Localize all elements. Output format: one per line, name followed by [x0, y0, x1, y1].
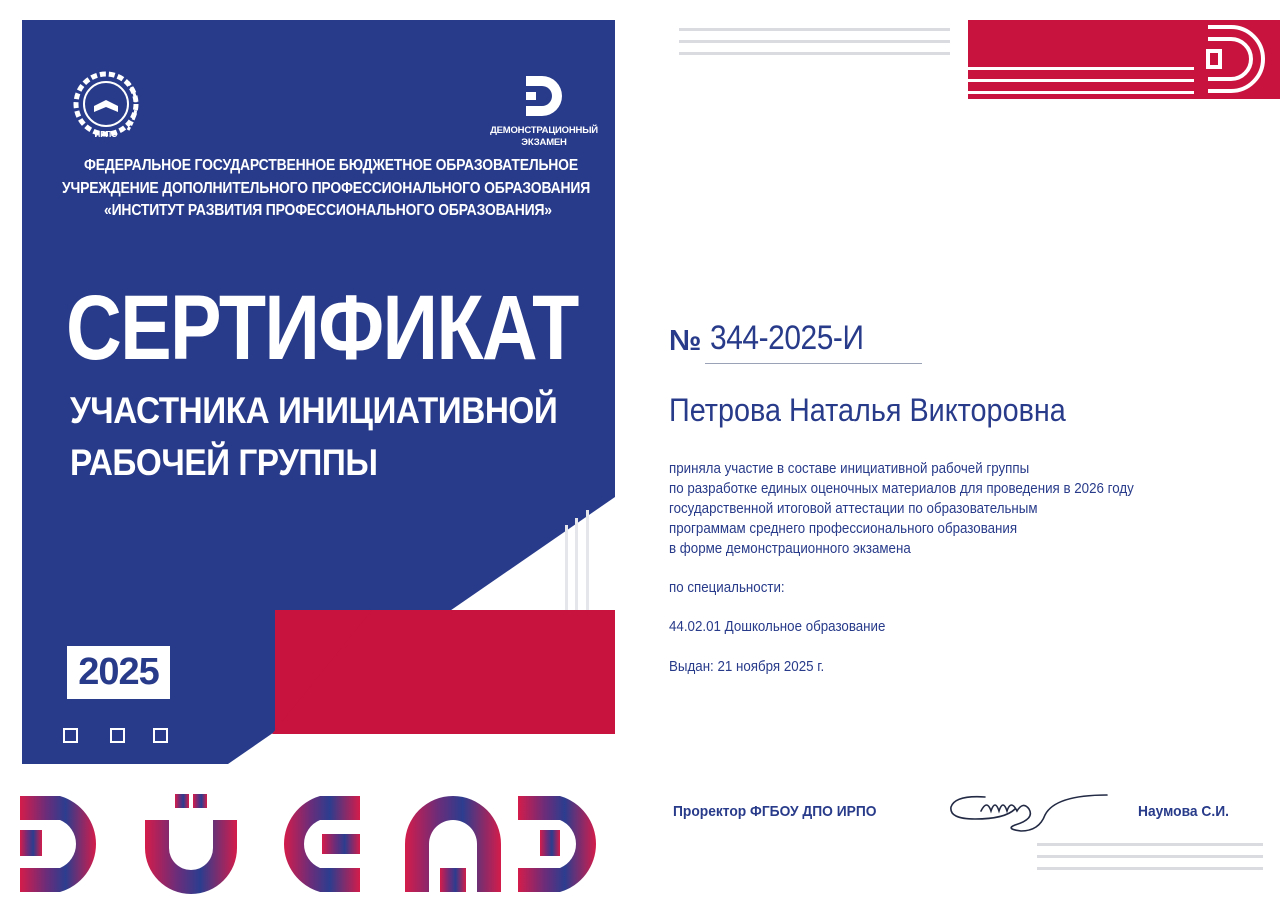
specialty-label: по специальности: [669, 580, 785, 596]
decor-grey-line [679, 52, 950, 55]
certificate-title: СЕРТИФИКАТ [66, 277, 578, 379]
decor-grey-line [679, 40, 950, 43]
banner-white-line [968, 67, 1194, 70]
body-text-line5: в форме демонстрационного экзамена [669, 541, 911, 557]
org-name-line3: «ИНСТИТУТ РАЗВИТИЯ ПРОФЕССИОНАЛЬНОГО ОБРАЗОВАНИЯ» [104, 202, 552, 219]
decor-grey-line [1037, 843, 1263, 846]
org-name-line2: УЧРЕЖДЕНИЕ ДОПОЛНИТЕЛЬНОГО ПРОФЕССИОНАЛЬНОГО ОБРАЗОВАНИЯ [62, 180, 591, 197]
specialty-value: 44.02.01 Дошкольное образование [669, 619, 886, 635]
number-sign: № [669, 325, 702, 357]
banner-white-line [968, 79, 1194, 82]
certificate-subtitle-line2: РАБОЧЕЙ ГРУППЫ [70, 442, 378, 483]
decorative-gradient-letters [20, 788, 612, 898]
banner-white-line [968, 91, 1194, 94]
certificate-number: 344-2025-И [710, 319, 864, 357]
certificate-subtitle-line1: УЧАСТНИКА ИНИЦИАТИВНОЙ [70, 390, 558, 431]
body-text-line4: программам среднего профессионального образования [669, 521, 1018, 537]
issue-date: Выдан: 21 ноября 2025 г. [669, 659, 825, 675]
decor-grey-line [1037, 855, 1263, 858]
number-underline [705, 363, 922, 364]
signer-name: Наумова С.И. [1138, 803, 1229, 820]
decor-square [153, 728, 168, 743]
decor-grey-line [1037, 867, 1263, 870]
recipient-name: Петрова Наталья Викторовна [669, 392, 1066, 428]
demo-exam-caption-line1: ДЕМОНСТРАЦИОННЫЙ [490, 125, 598, 136]
decor-square [63, 728, 78, 743]
demo-exam-logo-icon [522, 74, 568, 118]
body-text-line2: по разработке единых оценочных материалов для проведения в 2026 году [669, 481, 1134, 497]
body-text-line1: приняла участие в составе инициативной рабочей группы [669, 461, 1030, 477]
signer-title: Проректор ФГБОУ ДПО ИРПО [673, 803, 877, 820]
org-name-line1: ФЕДЕРАЛЬНОЕ ГОСУДАРСТВЕННОЕ БЮДЖЕТНОЕ ОБРАЗОВАТЕЛЬНОЕ [84, 157, 578, 174]
banner-d-logo-icon [1205, 24, 1269, 94]
irpo-seal-logo [70, 66, 150, 144]
decor-square [110, 728, 125, 743]
year-badge: 2025 [67, 646, 170, 699]
demo-exam-caption-line2: ЭКЗАМЕН [521, 137, 567, 148]
body-text-line3: государственной итоговой аттестации по образовательным [669, 501, 1038, 517]
seal-text: ИРПО [94, 130, 118, 139]
handwritten-signature [945, 785, 1115, 840]
decor-grey-line [679, 28, 950, 31]
